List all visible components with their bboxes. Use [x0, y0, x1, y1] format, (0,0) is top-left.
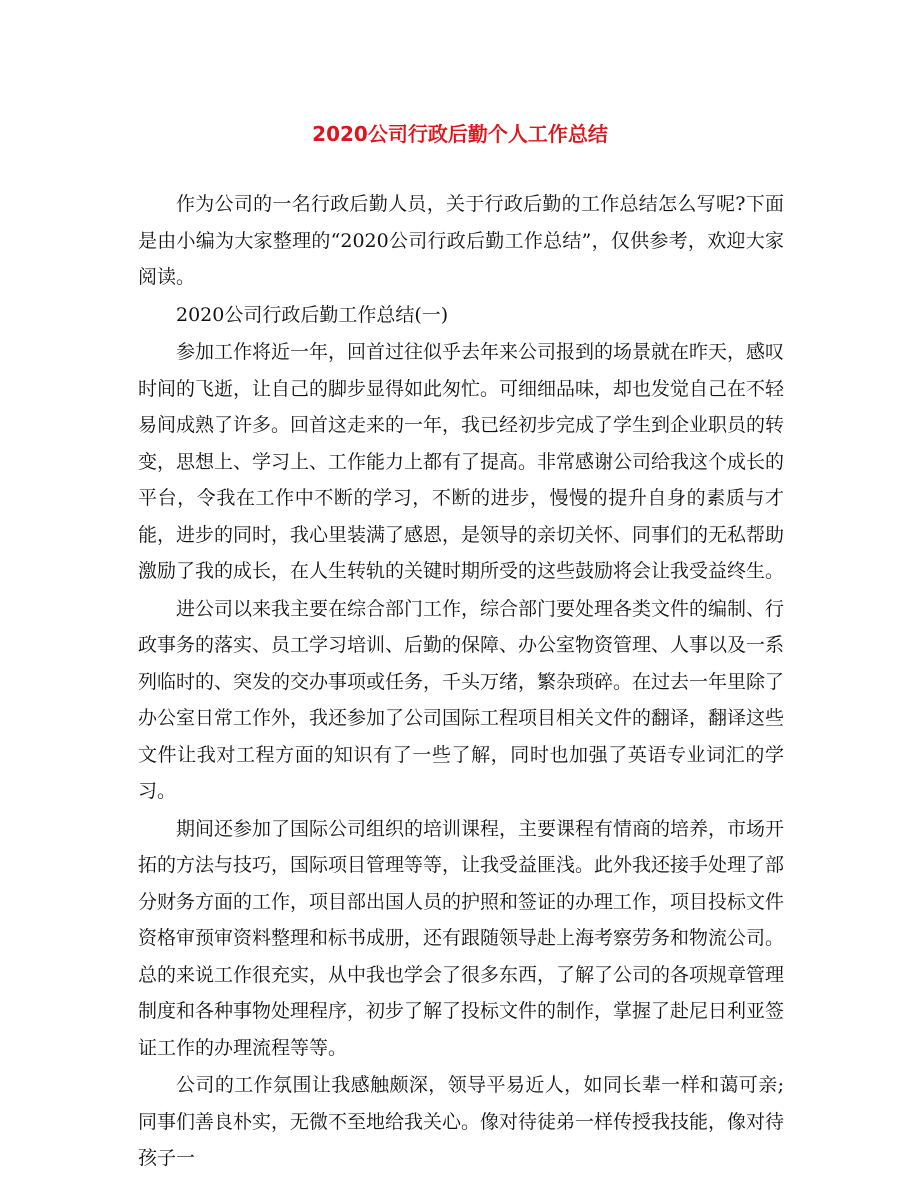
body-paragraph: 公司的工作氛围让我感触颇深，领导平易近人，如同长辈一样和蔼可亲;同事们善良朴实，无微不至地给我关心。像对待徒弟一样传授我技能，像对待孩子一 [138, 1074, 785, 1169]
body-paragraph: 参加工作将近一年，回首过往似乎去年来公司报到的场景就在昨天，感叹时间的飞逝，让自己的脚步显得如此匆忙。可细细品味，却也发觉自己在不轻易间成熟了许多。回首这走来的一年，我已经初步完成了学生到企业职员的转变，思想上、学习上、工作能力上都有了提高。非常感谢公司给我这个成长的平台，令我在工作中不断的学习，不断的进步，慢慢的提升自身的素质与才能，进步的同时，我心里装满了感恩，是领导的亲切关怀、同事们的无私帮助激励了我的成长，在人生转轨的关键时期所受的这些鼓励将会让我受益终生。 [138, 341, 785, 582]
document-body [138, 186, 784, 1178]
intro-paragraph: 作为公司的一名行政后勤人员，关于行政后勤的工作总结怎么写呢?下面是由小编为大家整理的“2020公司行政后勤工作总结”，仅供参考，欢迎大家阅读。 [138, 193, 784, 288]
body-paragraph: 进公司以来我主要在综合部门工作，综合部门要处理各类文件的编制、行政事务的落实、员工学习培训、后勤的保障、办公室物资管理、人事以及一系列临时的、突发的交办事项或任务，千头万绪，繁杂琐碎。在过去一年里除了办公室日常工作外，我还参加了公司国际工程项目相关文件的翻译，翻译这些文件让我对工程方面的知识有了一些了解，同时也加强了英语专业词汇的学习。 [138, 597, 785, 802]
document-title: 2020公司行政后勤个人工作总结 [312, 122, 608, 146]
body-paragraph: 期间还参加了国际公司组织的培训课程，主要课程有情商的培养，市场开拓的方法与技巧，国际项目管理等等，让我受益匪浅。此外我还接手处理了部分财务方面的工作，项目部出国人员的护照和签证的办理工作，项目投标文件资格审预审资料整理和标书成册，还有跟随领导赴上海考察劳务和物流公司。总的来说工作很充实，从中我也学会了很多东西，了解了公司的各项规章管理制度和各种事物处理程序，初步了解了投标文件的制作，掌握了赴尼日利亚签证工作的办理流程等等。 [138, 817, 785, 1059]
section-heading: 2020公司行政后勤工作总结(一) [176, 303, 449, 326]
